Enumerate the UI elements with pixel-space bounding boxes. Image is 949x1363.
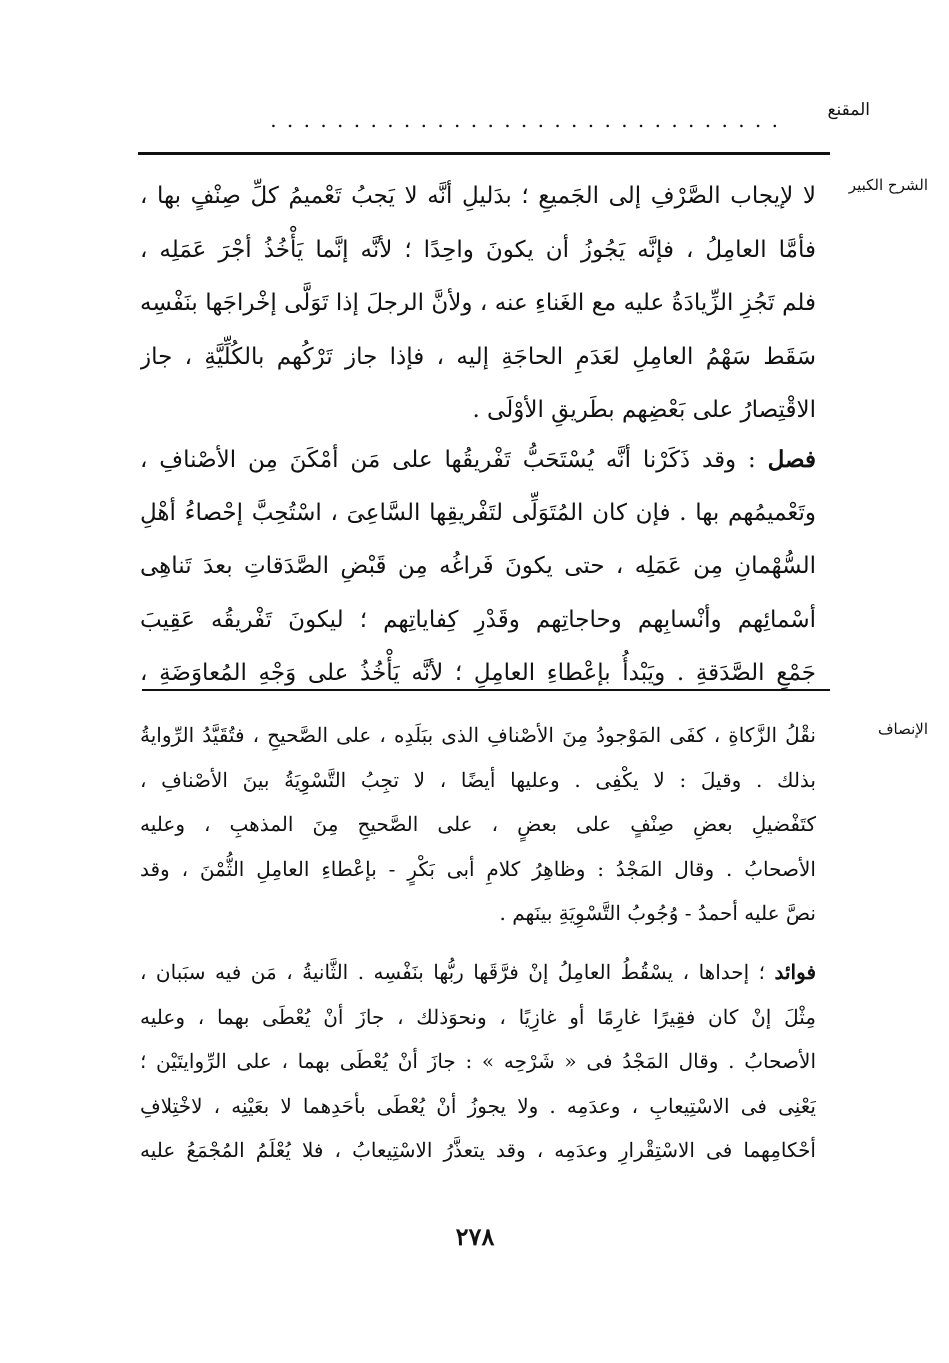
section-label-sharh: الشرح الكبير — [848, 176, 928, 194]
section-label-insaf: الإنصاف — [877, 720, 928, 738]
text-line: كتَفْضيلِ بعضِ صِنْفٍ على بعضٍ ، على الصَّحيحِ مِنَ المذهبِ ، وعليه — [140, 812, 816, 836]
running-header-title: المقنع — [827, 100, 870, 120]
text-line: نصَّ عليه أحمدُ - وُجُوبُ التَّسْوِيَةِ بينَهم . — [499, 901, 816, 925]
text-line-rest: : وقد ذَكَرْنا أنَّه يُسْتَحَبُّ تَفْريقُها على مَن أمْكَنَ مِن الأصْنافِ ، — [140, 447, 768, 473]
insaf-paragraph-1 — [140, 713, 816, 936]
text-line: أحْكامِهما فى الاسْتِقْرارِ وعدَمِه ، وقد يتعذَّرُ الاسْتِيعابُ ، فلا يُعْلَمُ المُجْمَعُ عليه — [140, 1138, 816, 1162]
text-line: فلم تَجُزِ الزِّيادَةُ عليه مع الغَناءِ عنه ، ولأنَّ الرجلَ إذا تَوَلَّى إخْراجَها بنَفْسِه — [140, 290, 816, 316]
text-line: الاقْتِصارُ على بَعْضِهم بطَريقِ الأوْلَى . — [472, 397, 816, 423]
fasl-heading: فصل — [767, 446, 816, 473]
text-line: سَقَط سَهْمُ العامِلِ لعَدَمِ الحاجَةِ إليه ، فإذا جاز تَرْكُهم بالكُلِّيَّةِ ، جاز — [140, 343, 816, 370]
text-line: بذلك . وقيلَ : لا يكْفِى . وعليها أيضًا ، لا تجِبُ التَّسْوِيَةُ بينَ الأصْنافِ ، — [140, 767, 816, 792]
text-line: أسْمائِهم وأنْسابِهم وحاجاتِهم وقَدْرِ كِفاياتِهم ؛ ليكونَ تَفْريقُه عَقِيبَ — [140, 606, 816, 633]
fawaid-heading: فوائد — [774, 960, 816, 984]
header-dot-leader: . . . . . . . . . . . . . . . . . . . . . . . . . . . . . . . — [270, 108, 780, 132]
text-line-rest: ؛ إحداها ، يسْقُطُ العامِلُ إنْ فرَّقَها ربُّها بنَفْسِه . الثَّانيةُ ، مَن فيه سبَبان ، — [140, 960, 775, 984]
page-number: ٢٧٨ — [455, 1222, 495, 1251]
text-line: لا لإيجاب الصَّرْفِ إلى الجَميعِ ؛ بدَليلِ أنَّه لا يَجبُ تَعْميمُ كلِّ صِنْفٍ بها ، — [140, 183, 816, 209]
sharh-paragraph-2 — [140, 433, 816, 701]
text-line: السُّهْمانِ مِن عَمَلِه ، حتى يكونَ فَراغُه مِن قَبْضِ الصَّدَقاتِ بعدَ تَناهِى — [140, 553, 816, 579]
text-line: نقْلُ الزَّكاةِ ، كفَى المَوْجودُ مِنَ الأصْنافِ الذى ببَلَدِه ، على الصَّحيحِ ، فتُقَيَّدُ الرِّوايةُ — [140, 723, 816, 747]
text-line — [140, 950, 816, 995]
text-line: الأصحابُ . وقال المَجْدُ : وظاهِرُ كلامِ أبى بَكْرٍ - بإعْطاءِ العامِلِ الثُّمْنَ ، وقد — [140, 856, 816, 881]
text-line: مِثْلَ إنْ كان فقِيرًا غارِمًا أو غازِيًا ، ونحوَذلك ، جازَ أنْ يُعْطَى بهما ، وعليه — [140, 1004, 816, 1029]
text-line — [140, 433, 816, 487]
text-line: فأمَّا العامِلُ ، فإنَّه يَجُوزُ أن يكونَ واحِدًا ؛ لأنَّه إنَّما يَأْخُذُ أجْرَ عَمَلِه ، — [140, 236, 816, 263]
text-line: وتَعْميمُهم بها . فإن كان المُتَوَلِّى لتَفْريقِها السَّاعِىَ ، اسْتُحِبَّ إحْصاءُ أهْلِ — [140, 499, 816, 526]
section-divider-rule — [142, 689, 830, 691]
text-line: يَعْنِى فى الاسْتِيعابِ ، وعدَمِه . ولا يجوزُ أنْ يُعْطَى بأحَدِهما لا بعَيْنِه ، لاخْتِلافِ — [140, 1093, 816, 1118]
header-rule — [138, 152, 830, 155]
insaf-paragraph-2 — [140, 950, 816, 1173]
sharh-paragraph-1 — [140, 170, 816, 438]
text-line: جَمْعِ الصَّدَقةِ . ويَبْدأُ بإعْطاءِ العامِلِ ؛ لأنَّه يَأْخُذُ على وَجْهِ المُعاوَضَةِ ، — [140, 660, 816, 686]
text-line: الأصحابُ . وقال المَجْدُ فى « شَرْحِه » : جازَ أنْ يُعْطَى بهما ، على الرِّوايتَيْن ؛ — [140, 1049, 816, 1073]
